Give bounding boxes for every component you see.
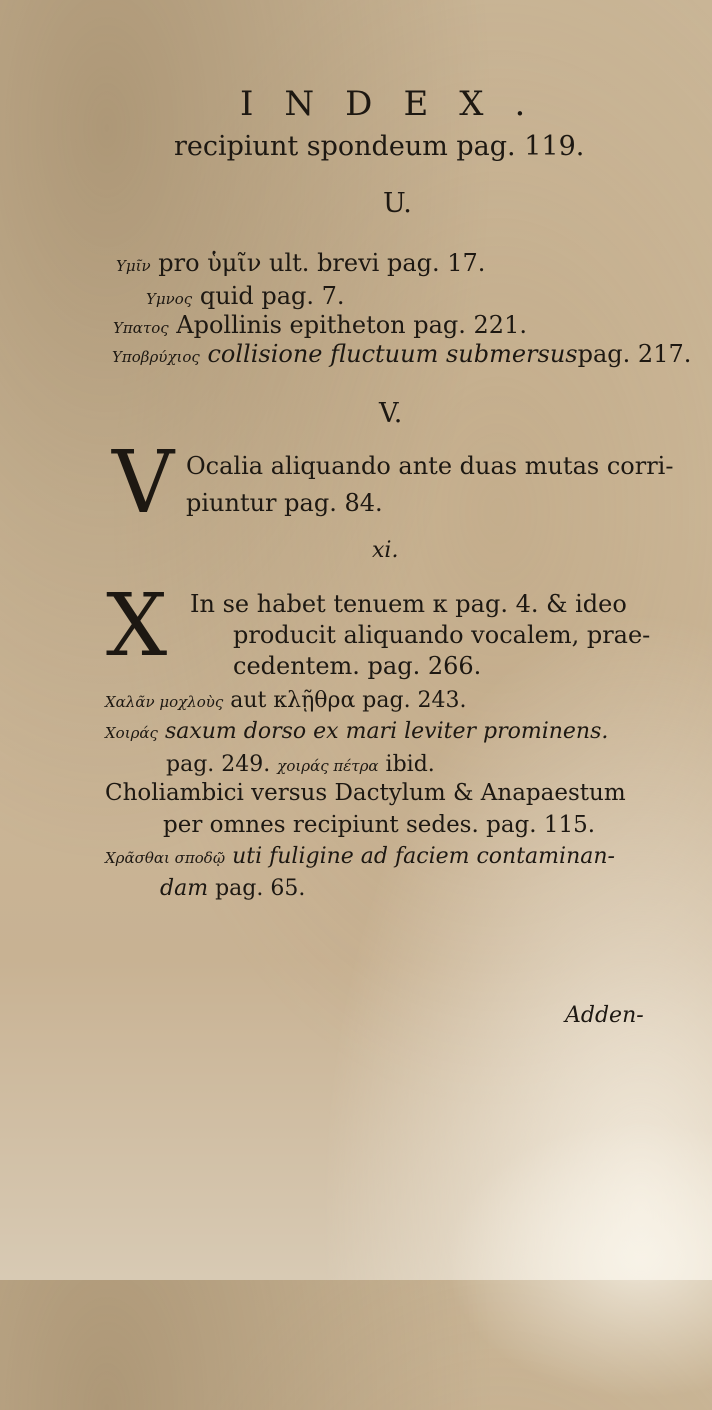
- drop-cap-x: X: [106, 576, 168, 676]
- entry-text: per omnes recipiunt sedes. pag. 115.: [163, 812, 596, 838]
- index-entry-continuation: [160, 876, 305, 901]
- index-entry: [112, 340, 691, 368]
- entry-italic-text: saxum dorso ex mari leviter prominens.: [164, 719, 609, 744]
- entry-text: piuntur pag. 84.: [186, 489, 383, 517]
- greek-term: Χρᾶσθαι σποδῷ: [105, 849, 226, 867]
- index-entry: [146, 282, 345, 310]
- drop-cap-v: V: [112, 433, 175, 533]
- greek-term: χοιράς πέτρα: [277, 757, 379, 775]
- continued-line: recipiunt spondeum pag. 119.: [174, 131, 585, 162]
- index-entry: [105, 844, 615, 869]
- page-header: INDEX.: [240, 84, 557, 124]
- entry-text: Ocalia aliquando ante duas mutas corri-: [186, 452, 674, 480]
- index-entry: [105, 688, 467, 713]
- section-heading-xi: xi.: [372, 538, 399, 563]
- entry-text: aut κλῇθρα pag. 243.: [230, 688, 467, 713]
- entry-text: pag. 65.: [215, 876, 306, 901]
- entry-italic-text: collisione fluctuum submersus: [207, 340, 578, 368]
- entry-text: cedentem. pag. 266.: [233, 652, 482, 680]
- greek-term: Υπατος: [113, 319, 169, 337]
- entry-italic-text: dam: [160, 876, 209, 901]
- entry-text: quid pag. 7.: [199, 282, 345, 310]
- index-entry: [113, 311, 527, 339]
- section-heading-u: U.: [383, 188, 412, 219]
- greek-term: Χοιράς: [105, 724, 158, 742]
- greek-term: Υμῖν: [116, 257, 151, 275]
- greek-term: Χαλᾶν μοχλοὺς: [105, 693, 224, 711]
- catchword: Adden-: [565, 1003, 644, 1028]
- entry-text: Choliambici versus Dactylum & Anapaestum: [105, 780, 626, 806]
- greek-term: Υμνος: [146, 290, 193, 308]
- greek-term: Υποβρύχιος: [112, 348, 200, 366]
- entry-text: pro ὑμῖν ult. brevi pag. 17.: [158, 249, 486, 277]
- entry-italic-text: uti fuligine ad faciem contaminan-: [232, 844, 615, 869]
- index-entry: [116, 249, 485, 277]
- entry-text: producit aliquando vocalem, prae-: [233, 621, 651, 649]
- entry-text: ibid.: [385, 752, 435, 777]
- index-entry-continuation: [166, 752, 435, 777]
- entry-text: pag. 217.: [577, 340, 692, 368]
- section-heading-v: V.: [379, 398, 403, 429]
- entry-text: Apollinis epitheton pag. 221.: [176, 311, 527, 339]
- index-entry: [105, 719, 608, 744]
- page-stain: [430, 1110, 712, 1410]
- entry-text: In se habet tenuem κ pag. 4. & ideo: [190, 590, 627, 618]
- entry-text: pag. 249.: [166, 752, 271, 777]
